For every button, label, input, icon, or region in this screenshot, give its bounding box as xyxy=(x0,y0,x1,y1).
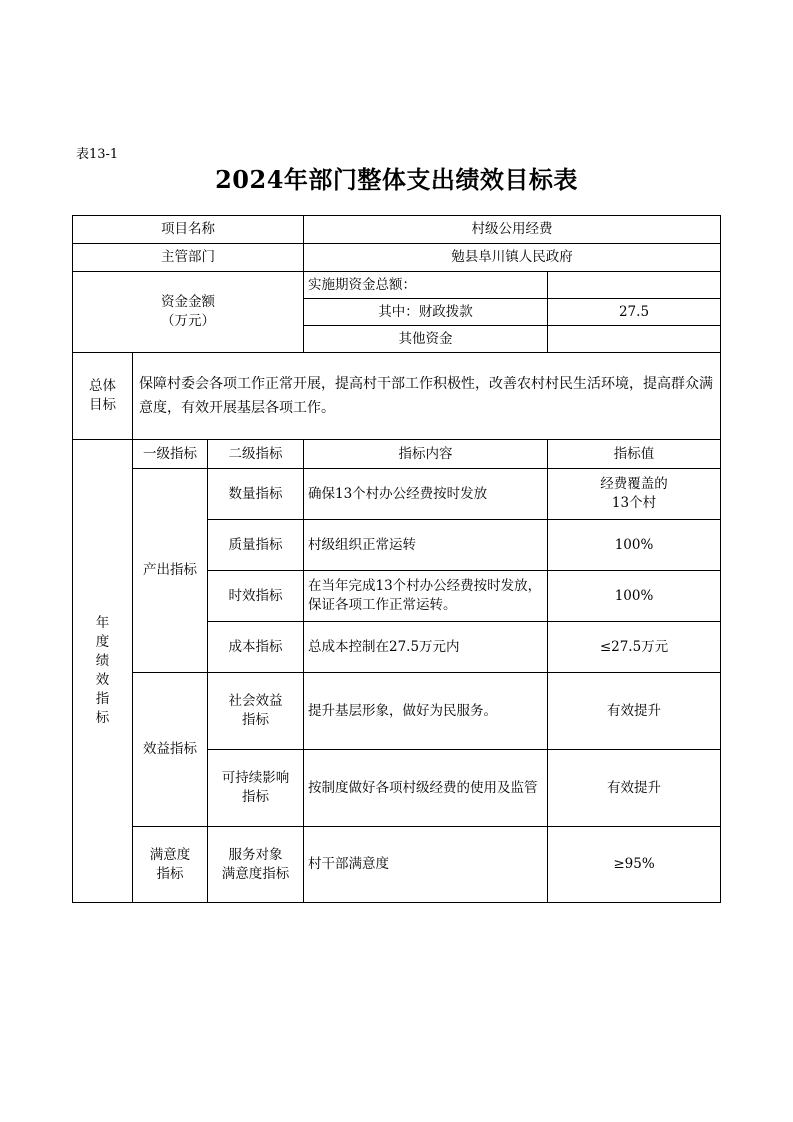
project-name-label: 项目名称 xyxy=(73,216,304,244)
level2-line: 社会效益 xyxy=(228,693,283,709)
header-level1: 一级指标 xyxy=(133,440,208,469)
fund-amount-label-line2: （万元） xyxy=(161,313,215,329)
annual-indicator-char: 年 xyxy=(95,615,110,631)
level2-line: 指标 xyxy=(242,712,269,728)
value-cell xyxy=(548,469,721,520)
level2-cell xyxy=(208,827,304,903)
value-cell: 有效提升 xyxy=(548,750,721,827)
content-cell: 总成本控制在27.5万元内 xyxy=(304,622,548,673)
benefit-indicator-label: 效益指标 xyxy=(133,673,208,827)
level2-line: 指标 xyxy=(242,789,269,805)
performance-target-table xyxy=(72,215,721,903)
overall-goal-row xyxy=(73,353,721,440)
value-cell: 100% xyxy=(548,520,721,571)
content-cell: 村级组织正常运转 xyxy=(304,520,548,571)
department-value: 勉县阜川镇人民政府 xyxy=(304,244,721,272)
content-cell: 村干部满意度 xyxy=(304,827,548,903)
annual-indicator-char: 效 xyxy=(95,672,110,688)
level2-cell xyxy=(208,673,304,750)
level2-line: 满意度指标 xyxy=(221,865,290,882)
header-level2: 二级指标 xyxy=(208,440,304,469)
fund-other-value xyxy=(548,326,721,353)
level2-cell: 时效指标 xyxy=(208,571,304,622)
table-row xyxy=(73,469,721,520)
indicator-header-row xyxy=(73,440,721,469)
department-label: 主管部门 xyxy=(73,244,304,272)
content-cell: 按制度做好各项村级经费的使用及监管 xyxy=(304,750,548,827)
annual-indicator-char: 绩 xyxy=(95,653,110,669)
fund-amount-label-line1: 资金金额 xyxy=(161,294,215,310)
output-indicator-label: 产出指标 xyxy=(133,469,208,673)
fund-total-value xyxy=(548,272,721,299)
table-row xyxy=(73,673,721,750)
value-cell: 100% xyxy=(548,571,721,622)
value-cell: ≥95% xyxy=(548,827,721,903)
satisfaction-label-line: 满意度 xyxy=(149,846,191,863)
annual-indicator-char: 指 xyxy=(95,691,110,707)
overall-goal-label xyxy=(73,353,133,440)
level2-cell: 成本指标 xyxy=(208,622,304,673)
content-cell: 提升基层形象，做好为民服务。 xyxy=(304,673,548,750)
table-number: 表13-1 xyxy=(76,147,119,162)
header-content: 指标内容 xyxy=(304,440,548,469)
satisfaction-indicator-label xyxy=(133,827,208,903)
value-line: 13个村 xyxy=(611,495,657,511)
overall-goal-label-line1: 总体 xyxy=(89,378,116,394)
level2-line: 可持续影响 xyxy=(221,770,290,786)
page-title: 2024年部门整体支出绩效目标表 xyxy=(215,165,578,194)
fund-total-row xyxy=(73,272,721,299)
fund-total-label: 实施期资金总额： xyxy=(304,272,548,299)
satisfaction-label-line: 指标 xyxy=(156,865,184,882)
overall-goal-label-line2: 目标 xyxy=(89,397,116,413)
annual-indicator-label xyxy=(73,440,133,903)
value-cell: ≤27.5万元 xyxy=(548,622,721,673)
content-cell: 确保13个村办公经费按时发放 xyxy=(304,469,548,520)
value-line: 经费覆盖的 xyxy=(600,476,668,492)
fund-fiscal-value: 27.5 xyxy=(548,299,721,326)
fund-fiscal-label: 其中：财政拨款 xyxy=(304,299,548,326)
table-row xyxy=(73,827,721,903)
project-name-row xyxy=(73,216,721,244)
department-row xyxy=(73,244,721,272)
fund-other-label: 其他资金 xyxy=(304,326,548,353)
level2-cell: 数量指标 xyxy=(208,469,304,520)
level2-cell xyxy=(208,750,304,827)
project-name-value: 村级公用经费 xyxy=(304,216,721,244)
value-cell: 有效提升 xyxy=(548,673,721,750)
level2-cell: 质量指标 xyxy=(208,520,304,571)
overall-goal-text: 保障村委会各项工作正常开展，提高村干部工作积极性，改善农村村民生活环境，提高群众满意度，有效开展基层各项工作。 xyxy=(133,353,721,440)
header-value: 指标值 xyxy=(548,440,721,469)
content-cell: 在当年完成13个村办公经费按时发放，保证各项工作正常运转。 xyxy=(304,571,548,622)
annual-indicator-char: 度 xyxy=(95,634,110,650)
fund-amount-label xyxy=(73,272,304,353)
level2-line: 服务对象 xyxy=(228,846,283,863)
annual-indicator-char: 标 xyxy=(95,710,110,726)
